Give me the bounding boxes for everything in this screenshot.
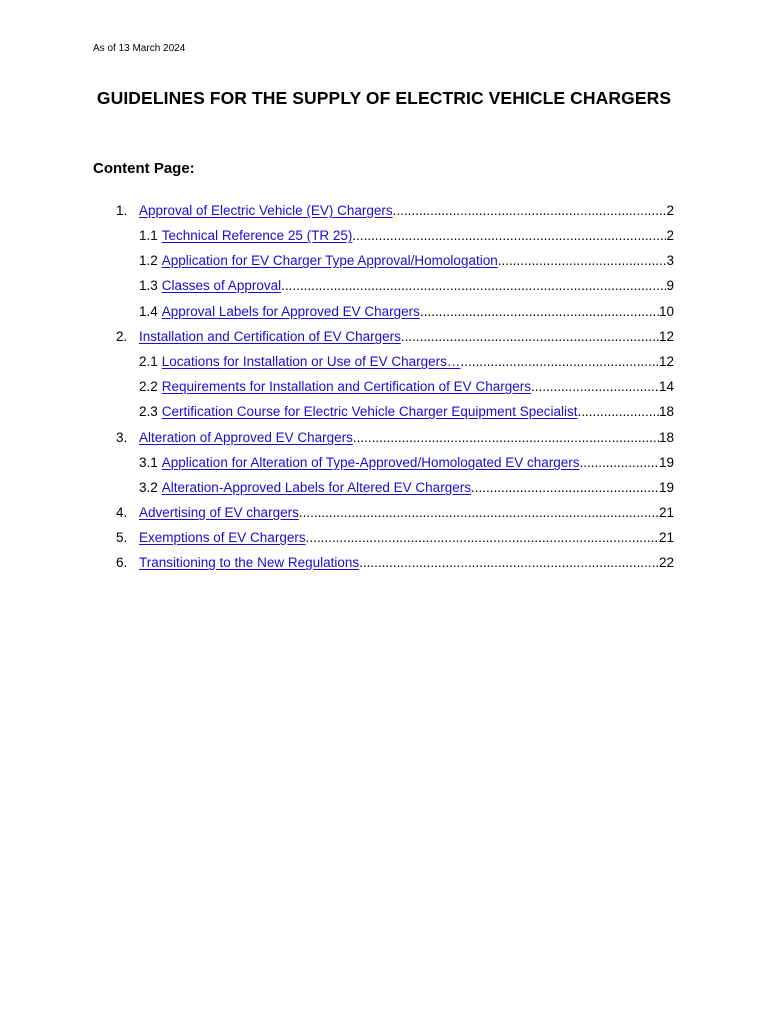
toc-entry	[139, 480, 674, 500]
toc-entry	[139, 379, 674, 399]
document-title: GUIDELINES FOR THE SUPPLY OF ELECTRIC VEHICLE CHARGERS	[96, 88, 672, 108]
toc-link[interactable]: Alteration of Approved EV Chargers	[139, 430, 353, 445]
content-page-heading: Content Page:	[93, 160, 195, 177]
dot-leader	[471, 480, 659, 495]
toc-page-number: 9	[666, 278, 674, 293]
toc-link[interactable]: Alteration-Approved Labels for Altered EV Chargers	[161, 480, 471, 495]
dot-leader	[401, 329, 659, 344]
toc-page-number: 12	[658, 329, 674, 344]
toc-number: 5.	[116, 530, 128, 545]
dot-leader	[299, 505, 659, 520]
toc-page-number: 21	[658, 530, 674, 545]
toc-page-number: 19	[658, 480, 674, 495]
toc-number: 2.1	[139, 354, 158, 369]
toc-page-number: 14	[658, 379, 674, 394]
toc-entry	[139, 304, 674, 324]
toc-number: 4.	[116, 505, 128, 520]
toc-entry	[116, 329, 674, 349]
toc-page-number: 22	[658, 555, 674, 570]
toc-number: 1.2	[139, 253, 158, 268]
toc-entry	[116, 430, 674, 450]
toc-entry	[139, 228, 674, 248]
toc-page-number: 12	[658, 354, 674, 369]
dot-leader	[498, 253, 667, 268]
toc-number: 1.3	[139, 278, 158, 293]
dot-leader	[306, 530, 659, 545]
dot-leader	[359, 555, 659, 570]
toc-link[interactable]: Exemptions of EV Chargers	[139, 530, 306, 545]
toc-link[interactable]: Certification Course for Electric Vehicle Charger Equipment Specialist	[161, 404, 578, 419]
toc-link[interactable]: Installation and Certification of EV Chargers	[139, 329, 401, 344]
toc-link[interactable]: Requirements for Installation and Certification of EV Chargers	[161, 379, 531, 394]
toc-number: 2.	[116, 329, 128, 344]
toc-entry	[139, 253, 674, 273]
toc-number: 2.2	[139, 379, 158, 394]
toc-link[interactable]: Classes of Approval	[161, 278, 282, 293]
toc-entry	[139, 278, 674, 298]
toc-page-number: 10	[658, 304, 674, 319]
dot-leader	[420, 304, 659, 319]
toc-entry	[116, 203, 674, 223]
toc-page-number: 18	[658, 430, 674, 445]
toc-number: 2.3	[139, 404, 158, 419]
date-stamp: As of 13 March 2024	[93, 43, 186, 54]
dot-leader	[353, 430, 659, 445]
dot-leader	[393, 203, 667, 218]
toc-entry	[116, 505, 674, 525]
toc-link[interactable]: Application for Alteration of Type-Approved/Homologated EV chargers	[161, 455, 580, 470]
toc-number: 3.	[116, 430, 128, 445]
toc-entry	[116, 555, 674, 575]
toc-page-number: 18	[658, 404, 674, 419]
toc-number: 3.2	[139, 480, 158, 495]
toc-link[interactable]: Approval of Electric Vehicle (EV) Chargers	[139, 203, 393, 218]
toc-number: 1.	[116, 203, 128, 218]
toc-page-number: 21	[658, 505, 674, 520]
toc-number: 1.1	[139, 228, 158, 243]
dot-leader	[281, 278, 666, 293]
toc-entry	[139, 455, 674, 475]
toc-link[interactable]: Advertising of EV chargers	[139, 505, 299, 520]
toc-entry	[139, 354, 674, 374]
toc-link[interactable]: Application for EV Charger Type Approval/Homologation	[161, 253, 498, 268]
toc-page-number: 2	[666, 203, 674, 218]
toc-page-number: 2	[666, 228, 674, 243]
toc-link[interactable]: Technical Reference 25 (TR 25)	[161, 228, 353, 243]
dot-leader	[460, 354, 659, 369]
toc-page-number: 3	[666, 253, 674, 268]
toc-link[interactable]: Locations for Installation or Use of EV Chargers…	[161, 354, 461, 369]
toc-number: 6.	[116, 555, 128, 570]
dot-leader	[531, 379, 659, 394]
dot-leader	[577, 404, 659, 419]
toc-entry	[116, 530, 674, 550]
toc-link[interactable]: Transitioning to the New Regulations	[139, 555, 360, 570]
toc-entry	[139, 404, 674, 424]
toc-number: 1.4	[139, 304, 158, 319]
dot-leader	[580, 455, 659, 470]
toc-page-number: 19	[658, 455, 674, 470]
dot-leader	[352, 228, 666, 243]
toc-link[interactable]: Approval Labels for Approved EV Chargers	[161, 304, 420, 319]
toc-number: 3.1	[139, 455, 158, 470]
